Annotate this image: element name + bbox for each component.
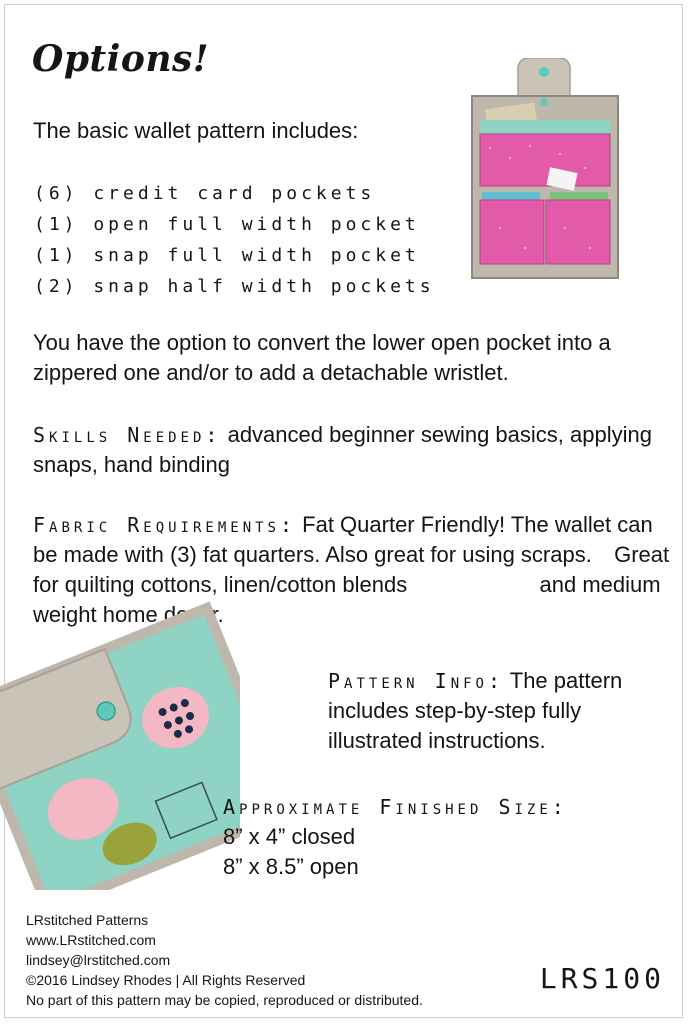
pattern-info-label: Pattern Info: <box>328 669 505 693</box>
pattern-info-section <box>328 666 658 756</box>
intro-text: The basic wallet pattern includes: <box>33 118 359 143</box>
skills-text: advanced beginner sewing basics, applying snaps, hand binding <box>33 422 652 477</box>
pattern-code: LRS100 <box>539 962 665 995</box>
fabric-text-2: Great for quilting cottons, linen/cotton blends <box>33 542 670 597</box>
skills-label: Skills Needed: <box>33 423 222 447</box>
page-title: Options! <box>32 38 210 80</box>
fabric-text-3: and medium weight home decor. <box>33 572 661 627</box>
size-open: 8” x 8.5” open <box>223 854 359 879</box>
list-item: (2) snap half width pockets <box>34 276 435 297</box>
list-item: (1) open full width pocket <box>34 214 420 235</box>
fabric-text-1: Fat Quarter Friendly! The wallet can be made with (3) fat quarters. Also great for using scraps. <box>33 512 653 567</box>
includes-list <box>34 178 435 302</box>
option-text: You have the option to convert the lower open pocket into a zippered one and/or to add a detachable wristlet. <box>33 330 611 385</box>
open-wallet-photo <box>470 58 620 280</box>
footer <box>26 910 423 1010</box>
website-link[interactable]: www.LRstitched.com <box>26 932 156 948</box>
copyright-text: ©2016 Lindsey Rhodes | All Rights Reserved <box>26 972 306 988</box>
company-name: LRstitched Patterns <box>26 912 149 928</box>
skills-section <box>33 420 673 480</box>
size-closed: 8” x 4” closed <box>223 824 356 849</box>
list-item: (1) snap full width pocket <box>34 245 420 266</box>
size-label: Approximate Finished Size: <box>223 795 568 819</box>
email-link[interactable]: lindsey@lrstitched.com <box>26 952 171 968</box>
pattern-info-text: The pattern includes step-by-step fully illustrated instructions. <box>328 668 623 753</box>
notice-text: No part of this pattern may be copied, reproduced or distributed. <box>26 992 423 1008</box>
closed-wallet-photo <box>0 590 240 890</box>
list-item: (6) credit card pockets <box>34 183 376 204</box>
size-section <box>223 792 663 882</box>
fabric-label: Fabric Requirements: <box>33 513 297 537</box>
